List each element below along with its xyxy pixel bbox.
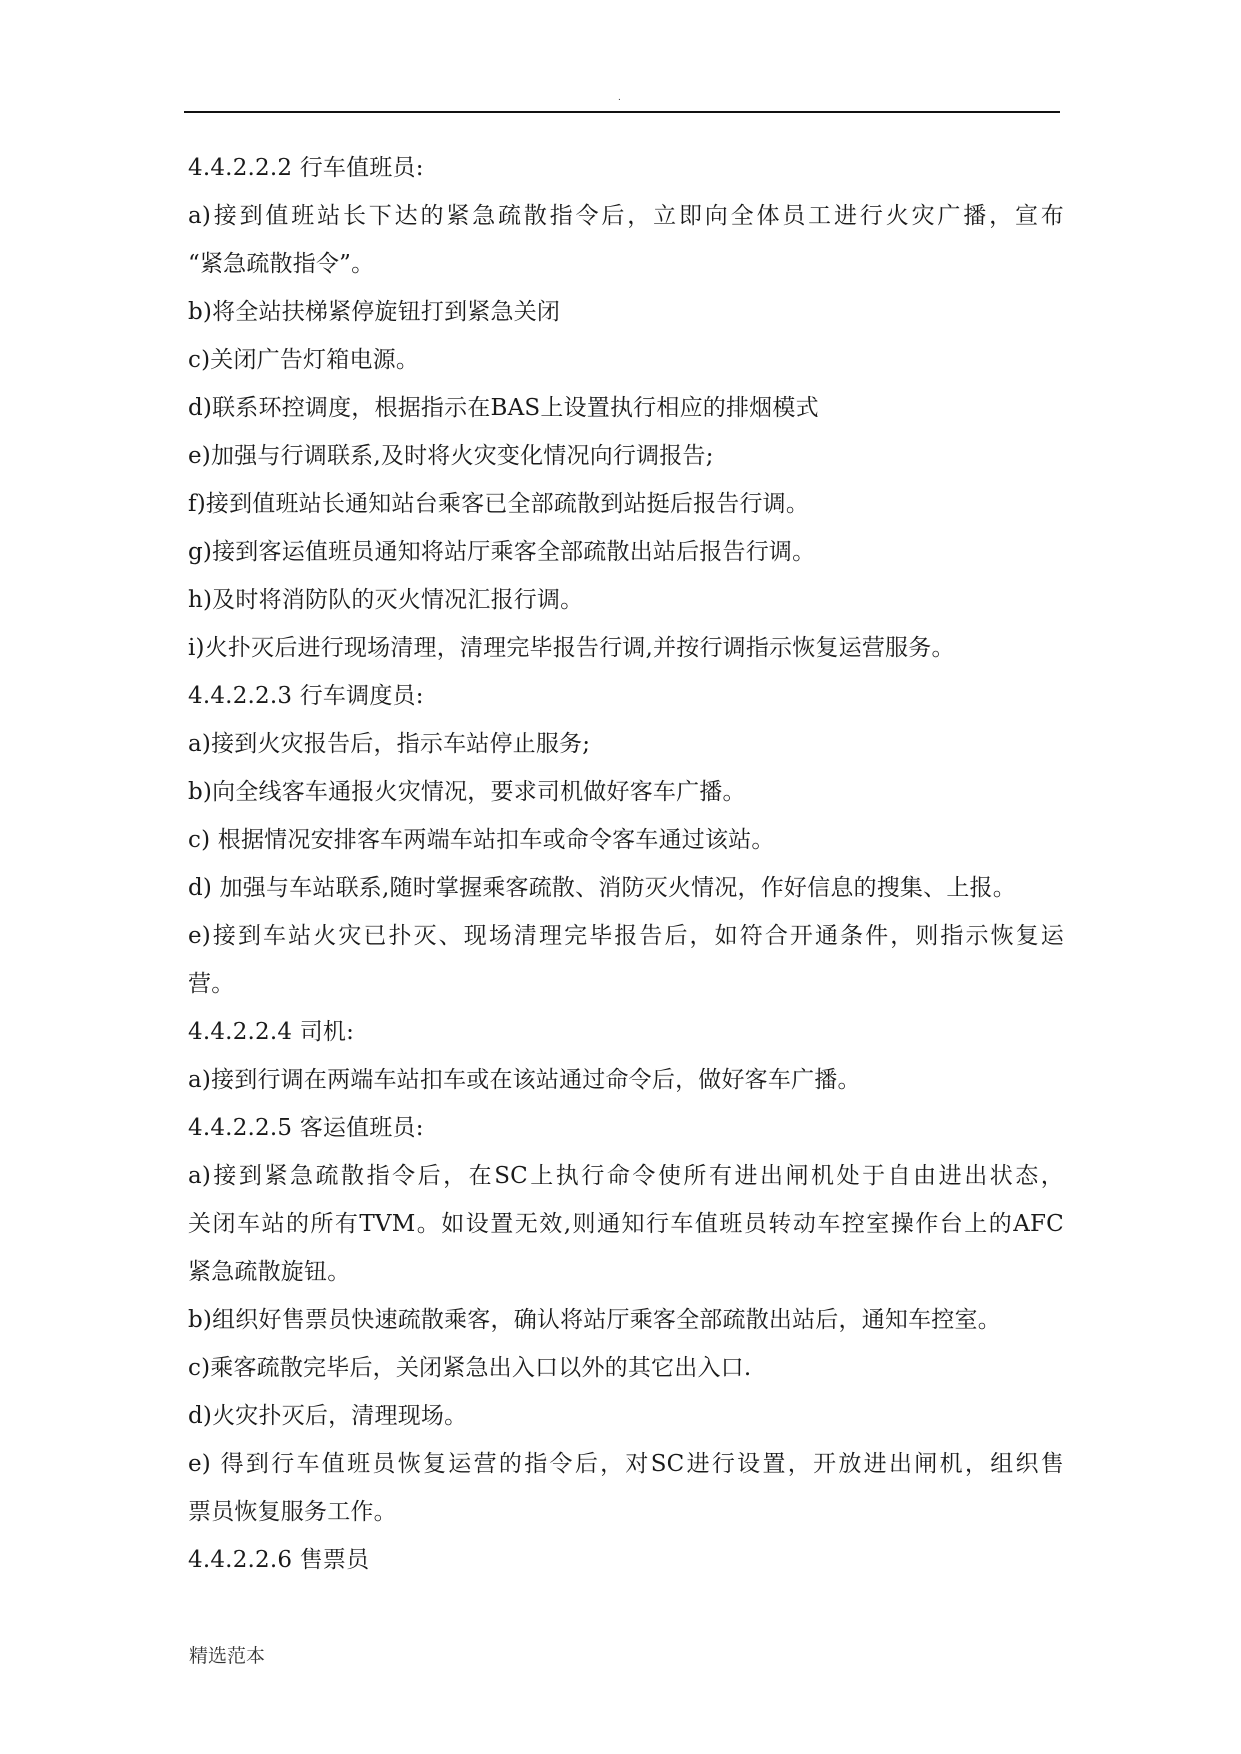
text-line: b)向全线客车通报火灾情况，要求司机做好客车广播。: [188, 779, 746, 805]
text-line: d)火灾扑灭后，清理现场。: [188, 1403, 468, 1429]
document-body: [188, 144, 1064, 1584]
text-line: b)将全站扶梯紧停旋钮打到紧急关闭: [188, 299, 561, 325]
text-line: a)接到行调在两端车站扣车或在该站通过命令后，做好客车广播。: [188, 1067, 861, 1093]
text-line: d) 加强与车站联系,随时掌握乘客疏散、消防灭火情况，作好信息的搜集、上报。: [188, 875, 1016, 901]
text-line: 4.4.2.2.5 客运值班员:: [188, 1115, 424, 1141]
text-line: e)加强与行调联系,及时将火灾变化情况向行调报告;: [188, 443, 714, 469]
text-line: 4.4.2.2.3 行车调度员:: [188, 683, 424, 709]
text-line: 4.4.2.2.6 售票员: [188, 1547, 370, 1573]
text-line: a)接到火灾报告后，指示车站停止服务;: [188, 731, 591, 757]
header-rule: [184, 111, 1060, 113]
footer-text: 精选范本: [189, 1645, 266, 1667]
text-line: 4.4.2.2.4 司机:: [188, 1019, 355, 1045]
text-line: c)关闭广告灯箱电源。: [188, 347, 420, 373]
text-line: c) 根据情况安排客车两端车站扣车或命令客车通过该站。: [188, 827, 775, 853]
text-line: 紧急疏散旋钮。: [188, 1259, 351, 1285]
text-line: f)接到值班站长通知站台乘客已全部疏散到站挺后报告行调。: [188, 491, 810, 517]
text-line: d)联系环控调度，根据指示在BAS上设置执行相应的排烟模式: [188, 395, 819, 421]
text-line: 票员恢复服务工作。: [188, 1499, 397, 1525]
text-line: 营。: [188, 971, 235, 997]
text-line: 关闭车站的所有TVM。如设置无效,则通知行车值班员转动车控室操作台上的AFC: [188, 1211, 1064, 1237]
header-dot: .: [618, 92, 621, 103]
text-line: e)接到车站火灾已扑灭、现场清理完毕报告后，如符合开通条件，则指示恢复运: [188, 923, 1064, 949]
text-line: g)接到客运值班员通知将站厅乘客全部疏散出站后报告行调。: [188, 539, 816, 565]
text-line: c)乘客疏散完毕后，关闭紧急出入口以外的其它出入口.: [188, 1355, 752, 1381]
text-line: h)及时将消防队的灭火情况汇报行调。: [188, 587, 584, 613]
text-line: 4.4.2.2.2 行车值班员:: [188, 155, 424, 181]
text-line: b)组织好售票员快速疏散乘客，确认将站厅乘客全部疏散出站后，通知车控室。: [188, 1307, 1001, 1333]
text-line: i)火扑灭后进行现场清理，清理完毕报告行调,并按行调指示恢复运营服务。: [188, 635, 955, 661]
text-line: a)接到值班站长下达的紧急疏散指令后，立即向全体员工进行火灾广播，宣布: [188, 203, 1064, 229]
text-line: a)接到紧急疏散指令后，在SC上执行命令使所有进出闸机处于自由进出状态，: [188, 1163, 1064, 1189]
text-line: “紧急疏散指令”。: [188, 251, 375, 277]
text-line: e) 得到行车值班员恢复运营的指令后，对SC进行设置，开放进出闸机，组织售: [188, 1451, 1064, 1477]
